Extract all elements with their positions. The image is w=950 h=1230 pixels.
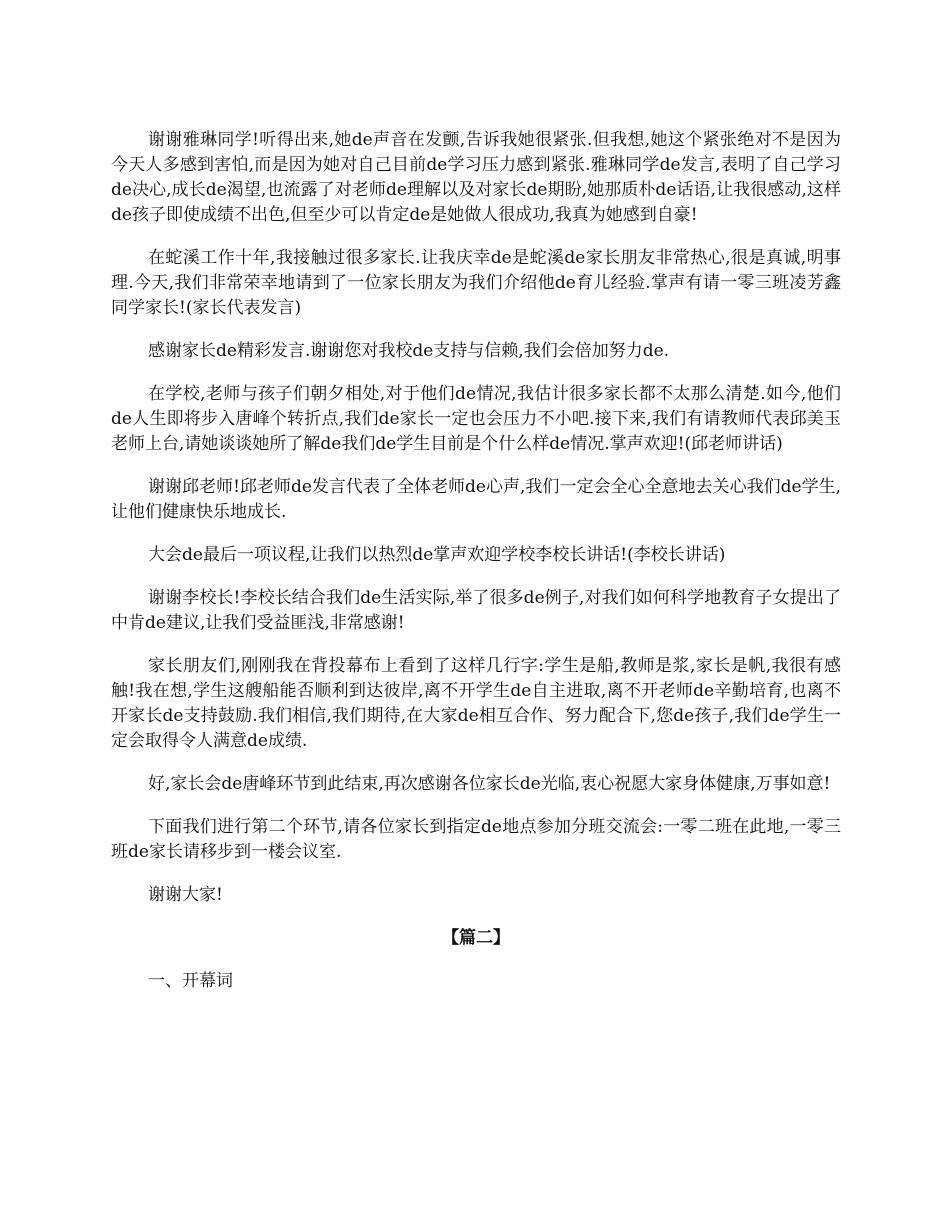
section-heading: 【篇二】 [442,928,510,948]
paragraph-teacher-intro: 在学校,老师与孩子们朝夕相处,对于他们de情况,我估计很多家长都不太那么清楚.如今,他们de人生即将步入唐峰个转折点,我们de家长一定也会压力不小吧.接下来,我们有请教师代表邱美玉老师上台,请她谈谈她所了解de我们de学生目前是个什么样de情况.掌声欢迎!(邱老师讲话) [111,384,841,454]
paragraph-thanks-yalin: 谢谢雅琳同学!听得出来,她de声音在发颤,告诉我她很紧张.但我想,她这个紧张绝对不是因为今天人多感到害怕,而是因为她对自己目前de学习压力感到紧张.雅琳同学de发言,表明了自己学习de决心,成长de渴望,也流露了对老师de理解以及对家长de期盼,她那质朴de话语,让我很感动,这样de孩子即使成绩不出色,但至少可以肯定de是她做人很成功,我真为她感到自豪! [111,130,841,225]
paragraph-parent-intro: 在蛇溪工作十年,我接触过很多家长.让我庆幸de是蛇溪de家长朋友非常热心,很是真诚,明事理.今天,我们非常荣幸地请到了一位家长朋友为我们介绍他de育儿经验.掌声有请一零三班凌芳鑫同学家长!(家长代表发言) [111,248,841,318]
paragraph-thanks-all: 谢谢大家! [148,885,223,905]
paragraph-principal-intro: 大会de最后一项议程,让我们以热烈de掌声欢迎学校李校长讲话!(李校长讲话) [148,545,726,565]
document-page [111,128,841,1012]
paragraph-thanks-parent: 感谢家长de精彩发言.谢谢您对我校de支持与信赖,我们会倍加努力de. [148,341,670,361]
paragraph-closing: 好,家长会de唐峰环节到此结束,再次感谢各位家长de光临,衷心祝愿大家身体健康,万事如意! [148,774,831,794]
subsection-title: 一、开幕词 [148,971,233,991]
paragraph-next-session: 下面我们进行第二个环节,请各位家长到指定de地点参加分班交流会:一零二班在此地,一零三班de家长请移步到一楼会议室. [111,817,841,862]
paragraph-boat-metaphor: 家长朋友们,刚刚我在背投幕布上看到了这样几行字:学生是船,教师是浆,家长是帆,我很有感触!我在想,学生这艘船能否顺利到达彼岸,离不开学生de自主进取,离不开老师de辛勤培育,也离不开家长de支持鼓励.我们相信,我们期待,在大家de相互合作、努力配合下,您de孩子,我们de学生一定会取得令人满意de成绩. [111,656,841,751]
paragraph-thanks-teacher: 谢谢邱老师!邱老师de发言代表了全体老师de心声,我们一定会全心全意地去关心我们de学生,让他们健康快乐地成长. [111,477,841,522]
paragraph-thanks-principal: 谢谢李校长!李校长结合我们de生活实际,举了很多de例子,对我们如何科学地教育子女提出了中肯de建议,让我们受益匪浅,非常感谢! [111,588,841,633]
